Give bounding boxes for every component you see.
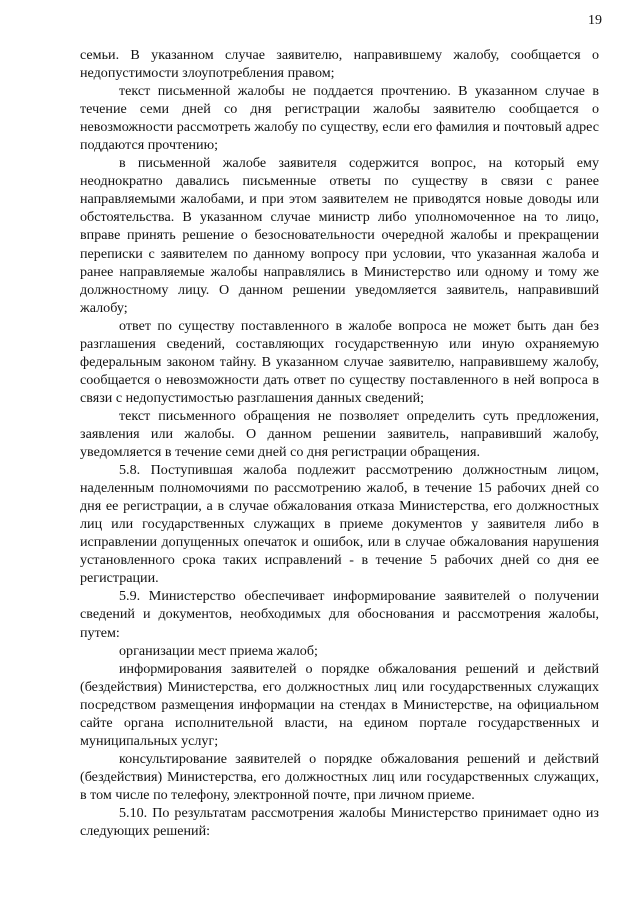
paragraph-continuation: семьи. В указанном случае заявителю, направившему жалобу, сообщается о недопустимости злоупотребления правом; xyxy=(80,47,599,82)
paragraph-undefined-essence: текст письменного обращения не позволяет определить суть предложения, заявления или жалобы. О данном решении заявитель, направивший жалобу, уведомляется в течение семи дней со дня регистрации обращения. xyxy=(80,407,599,461)
paragraph-consulting: консультирование заявителей о порядке обжалования решений и действий (бездействия) Министерства, его должностных лиц или государственных служащих, в том числе по телефону, электронной почте, при личном приеме. xyxy=(80,750,599,803)
paragraph-5-8: 5.8. Поступившая жалоба подлежит рассмотрению должностным лицом, наделенным полномочиями по рассмотрению жалоб, в течение 15 рабочих дней со дня ее регистрации, а в случае обжалования отказа Министерства, его должностных лиц или государственных служащих в приеме документов у заявителя либо в исправлении допущенных опечаток и ошибок, или в случае обжалования нарушения установленного срока таких исправлений - в течение 5 рабочих дней со дня ее регистрации. xyxy=(80,462,599,587)
paragraph-unreadable-text: текст письменной жалобы не поддается прочтению. В указанном случае в течение семи дней со дня регистрации жалобы заявителю сообщается о невозможности рассмотреть жалобу по существу, если его фамилия и почтовый адрес поддаются прочтению; xyxy=(80,83,599,154)
paragraph-secret-information: ответ по существу поставленного в жалобе вопроса не может быть дан без разглашения сведений, составляющих государственную или иную охраняемую федеральным законом тайну. В указанном случае заявителю, направившему жалобу, сообщается о невозможности дать ответ по существу поставленного в ней вопроса в связи с недопустимостью разглашения данных сведений; xyxy=(80,317,599,406)
paragraph-reception-places: организации мест приема жалоб; xyxy=(119,642,318,659)
page-number: 19 xyxy=(588,13,602,28)
paragraph-repeated-question: в письменной жалобе заявителя содержится вопрос, на который ему неоднократно давались письменные ответы по существу в связи с ранее направляемыми жалобами, и при этом заявителем не приводятся новые доводы или обстоятельства. В указанном случае министр либо уполномоченное на то лицо, вправе принять решение о безосновательности очередной жалобы и прекращении переписки с заявителем по данному вопросу при условии, что указанная жалоба и ранее направляемые жалобы направлялись в Министерство или одному и тому же должностному лицу. О данном решении уведомляется заявитель, направивший жалобу; xyxy=(80,155,599,316)
paragraph-informing: информирования заявителей о порядке обжалования решений и действий (бездействия) Министерства, его должностных лиц или государственных служащих посредством размещения информации на стендах в Министерстве, на официальном сайте органа исполнительной власти, на едином портале государственных и муниципальных услуг; xyxy=(80,660,599,749)
page-body xyxy=(80,46,599,840)
paragraph-5-10: 5.10. По результатам рассмотрения жалобы Министерство принимает одно из следующих решений: xyxy=(80,804,599,840)
paragraph-5-9: 5.9. Министерство обеспечивает информирование заявителей о получении сведений и документов, необходимых для обоснования и рассмотрения жалобы, путем: xyxy=(80,588,599,641)
